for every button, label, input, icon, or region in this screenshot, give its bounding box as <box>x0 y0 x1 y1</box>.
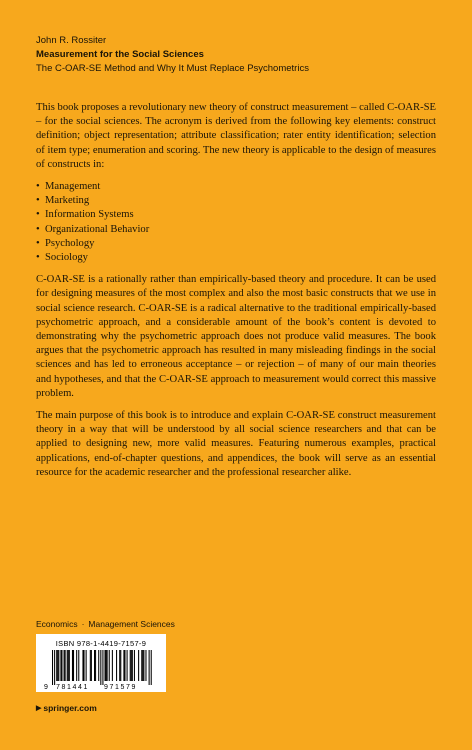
publisher-url: springer.com <box>43 703 97 713</box>
barcode-bar <box>94 650 95 681</box>
list-item <box>36 237 436 251</box>
list-item-label: Psychology <box>45 237 95 249</box>
list-item <box>36 180 436 194</box>
list-item <box>36 208 436 222</box>
list-item-label: Marketing <box>45 195 90 207</box>
barcode-bar <box>82 650 83 681</box>
barcode-bar <box>56 650 57 681</box>
barcode-bar <box>132 650 133 681</box>
barcode-bar <box>58 650 59 681</box>
subject-categories <box>36 618 175 630</box>
barcode-bar <box>120 650 121 681</box>
barcode-bar <box>72 650 73 681</box>
barcode-bar <box>105 650 106 681</box>
publisher-link[interactable] <box>36 702 97 715</box>
subject-separator: · <box>81 619 85 629</box>
barcode-bar <box>116 650 117 681</box>
body-paragraph-3: The main purpose of this book is to introduce and explain C-OAR-SE construct measurement theory in a way that will be understood by all social science researchers and that can be applied to designing new, more valid measures. Featuring numerous examples, practical applications, end-of-chapter questions, and appendices, the book will serve as an essential resource for the academic researcher and the professional researcher alike. <box>36 410 436 478</box>
barcode-bar <box>67 650 68 681</box>
list-item <box>36 194 436 208</box>
barcode-bar <box>145 650 146 681</box>
subject-economics: Economics <box>36 619 78 629</box>
barcode-bar <box>141 650 142 681</box>
book-title: Measurement for the Social Sciences <box>36 49 204 60</box>
barcode-bar <box>151 650 152 685</box>
barcode-bar <box>112 650 113 681</box>
bullet-icon: • <box>36 209 40 221</box>
barcode-bar <box>57 650 58 681</box>
barcode-bar <box>149 650 150 685</box>
barcode-bar <box>73 650 74 681</box>
barcode-bar <box>76 650 77 681</box>
barcode-bar <box>109 650 110 681</box>
barcode-bar <box>91 650 92 681</box>
barcode-bar <box>61 650 62 681</box>
barcode-bar <box>52 650 53 685</box>
blurb-text <box>36 101 436 488</box>
barcode-bar <box>138 650 139 681</box>
barcode-digits-left: 781441 <box>56 684 89 690</box>
bullet-icon: • <box>36 195 40 207</box>
barcode-bar <box>84 650 85 681</box>
barcode-bar <box>100 650 101 685</box>
barcode-bar <box>130 650 131 681</box>
list-item <box>36 223 436 237</box>
fields-list <box>36 180 436 265</box>
barcode-bar <box>123 650 124 681</box>
bullet-icon: • <box>36 181 40 193</box>
barcode-bar <box>95 650 96 681</box>
barcode-bar <box>142 650 143 681</box>
barcode-bar <box>127 650 128 681</box>
barcode-bar <box>90 650 91 681</box>
barcode-bar <box>98 650 99 681</box>
isbn-number: ISBN 978-1-4419-7157-9 <box>55 639 147 648</box>
list-item <box>36 251 436 265</box>
barcode-bar <box>86 650 87 681</box>
barcode-bar <box>119 650 120 681</box>
bullet-icon: • <box>36 223 40 235</box>
barcode-digit-first: 9 <box>44 684 48 690</box>
barcode-digits-right: 971579 <box>104 684 137 690</box>
barcode-bar <box>60 650 61 681</box>
list-item-label: Information Systems <box>45 209 134 221</box>
barcode-bar <box>124 650 125 681</box>
barcode-bar <box>69 650 70 681</box>
list-item-label: Sociology <box>45 252 88 264</box>
barcode-bar <box>143 650 144 681</box>
bullet-icon: • <box>36 252 40 264</box>
barcode-bar <box>131 650 132 681</box>
barcode-bar <box>78 650 79 681</box>
book-subtitle: The C-OAR-SE Method and Why It Must Replace Psychometrics <box>36 63 309 74</box>
barcode-bar <box>102 650 103 685</box>
triangle-right-icon: ▶ <box>36 705 42 712</box>
cover-header <box>36 34 446 76</box>
barcode-bar <box>54 650 55 685</box>
author-name: John R. Rossiter <box>36 35 107 46</box>
body-paragraph-2: C-OAR-SE is a rationally rather than empirically-based theory and procedure. It can be used for designing measures of the most complex and also the most basic constructs that we use in social science research. C-OAR-SE is a radical alternative to the traditional empirically-based psychometric approach, and a considerable amount of the book’s content is devoted to demonstrating why the psychometric approach does not produce valid measures. The book argues that the psychometric approach has resulted in many misleading findings in the social sciences and has led to erroneous acceptance – or rejection – of many of our main theories and hypotheses, and that the C-OAR-SE approach to measurement would correct this massive problem. <box>36 274 436 399</box>
barcode-bar <box>107 650 108 681</box>
intro-paragraph: This book proposes a revolutionary new theory of construct measurement – called C-OAR-SE – for the social sciences. The acronym is derived from the following key elements: construct definition; object representation; attribute classification; rater entity identification; selection of item type; enumeration and scoring. The new theory is applicable to the design of measures of constructs in: <box>36 102 436 170</box>
list-item-label: Management <box>45 181 101 193</box>
bullet-icon: • <box>36 237 40 249</box>
barcode-bar <box>134 650 135 681</box>
barcode-bar <box>68 650 69 681</box>
list-item-label: Organizational Behavior <box>45 223 150 235</box>
barcode-bar <box>65 650 66 681</box>
barcode-bar <box>106 650 107 681</box>
barcode-bar <box>64 650 65 681</box>
subject-management-sciences: Management Sciences <box>88 619 175 629</box>
barcode-icon <box>42 650 160 690</box>
isbn-barcode <box>36 634 166 692</box>
